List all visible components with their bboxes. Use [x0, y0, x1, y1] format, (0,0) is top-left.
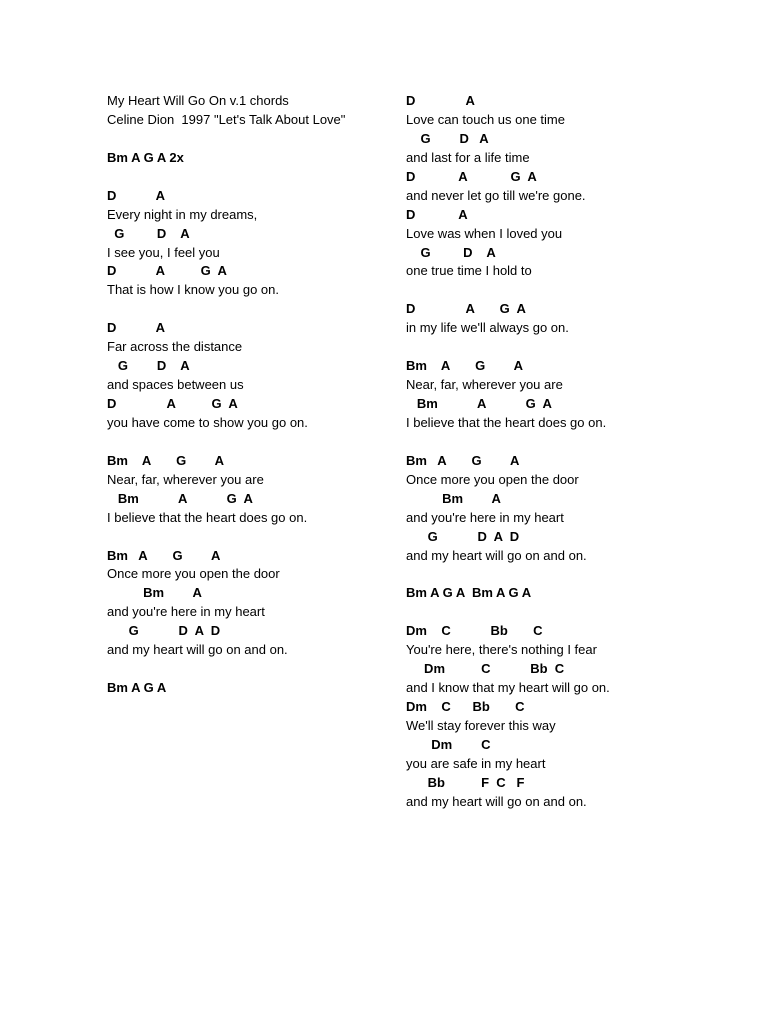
chord-line: Bm A: [406, 490, 501, 506]
lyric-line: Every night in my dreams,: [107, 206, 258, 222]
lyric-line: Love was when I loved you: [406, 225, 563, 241]
lyric-line: My Heart Will Go On v.1 chords: [107, 93, 289, 108]
chord-line: Bm A G A 2x: [107, 149, 184, 165]
lyric-line: Near, far, wherever you are: [406, 377, 563, 393]
lyric-line: We'll stay forever this way: [406, 717, 556, 733]
chord-line: G D A D: [406, 528, 520, 544]
chord-line: D A: [406, 93, 475, 108]
lyric-line: and never let go till we're gone.: [406, 187, 586, 203]
blank-line: [107, 528, 397, 547]
chord-line: D A G A: [406, 168, 537, 184]
chord-line: Bm A G A: [406, 452, 520, 468]
chord-line: Bm A G A: [107, 452, 225, 468]
lyric-line: Celine Dion 1997 "Let's Talk About Love": [107, 111, 346, 127]
lyric-line: you have come to show you go on.: [107, 414, 308, 430]
chord-line: D A G A: [107, 396, 238, 411]
chord-line: D A: [107, 187, 166, 203]
lyric-line: Love can touch us one time: [406, 111, 565, 127]
blank-line: [406, 338, 736, 357]
chord-line: Bm A G A: [107, 490, 253, 506]
chord-line: G D A D: [107, 623, 221, 639]
right-column: [406, 92, 736, 812]
blank-line: [107, 660, 397, 679]
blank-line: [107, 433, 397, 452]
chord-line: D A: [406, 206, 468, 222]
chord-line: Dm C: [406, 736, 491, 752]
chord-line: Bb F C F: [406, 774, 525, 790]
blank-line: [406, 433, 736, 452]
lyric-line: in my life we'll always go on.: [406, 320, 569, 336]
chord-line: Bm A G A Bm A G A: [406, 585, 532, 601]
lyric-line: Far across the distance: [107, 339, 243, 355]
lyric-line: and spaces between us: [107, 377, 244, 393]
chord-line: D A G A: [406, 301, 526, 317]
chord-line: G D A: [107, 358, 190, 374]
chord-line: Dm C Bb C: [406, 661, 565, 677]
chord-line: G D A: [406, 244, 496, 260]
left-column: [107, 92, 397, 698]
lyric-line: and my heart will go on and on.: [406, 547, 587, 563]
chord-line: D A: [107, 320, 166, 336]
lyric-line: and my heart will go on and on.: [406, 793, 587, 809]
lyric-line: and you're here in my heart: [406, 509, 564, 525]
blank-line: [107, 168, 397, 187]
lyric-line: and I know that my heart will go on.: [406, 680, 610, 696]
lyric-line: you are safe in my heart: [406, 755, 546, 771]
lyric-line: and last for a life time: [406, 149, 530, 165]
blank-line: [406, 565, 736, 584]
chord-line: Dm C Bb C: [406, 623, 543, 639]
blank-line: [107, 300, 397, 319]
lyric-line: and my heart will go on and on.: [107, 642, 288, 658]
chord-line: Bm A G A: [107, 680, 167, 696]
lyric-line: You're here, there's nothing I fear: [406, 642, 597, 658]
lyric-line: I believe that the heart does go on.: [107, 509, 308, 525]
chord-line: Bm A: [107, 585, 202, 601]
chord-line: Bm A G A: [406, 358, 524, 374]
chord-line: G D A: [107, 225, 190, 241]
chord-line: G D A: [406, 130, 489, 146]
lyric-line: Near, far, wherever you are: [107, 471, 264, 487]
lyric-line: Once more you open the door: [107, 566, 280, 582]
lyric-line: one true time I hold to: [406, 263, 532, 279]
lyric-line: That is how I know you go on.: [107, 282, 279, 298]
chord-line: Dm C Bb C: [406, 699, 525, 714]
blank-line: [406, 281, 736, 300]
blank-line: [107, 130, 397, 149]
lyric-line: I believe that the heart does go on.: [406, 414, 607, 430]
chord-line: Bm A G A: [406, 396, 552, 411]
chord-line: Bm A G A: [107, 547, 221, 563]
lyric-line: I see you, I feel you: [107, 244, 220, 260]
lyric-line: Once more you open the door: [406, 471, 579, 487]
lyric-line: and you're here in my heart: [107, 604, 265, 620]
chord-line: D A G A: [107, 263, 227, 279]
blank-line: [406, 603, 736, 622]
